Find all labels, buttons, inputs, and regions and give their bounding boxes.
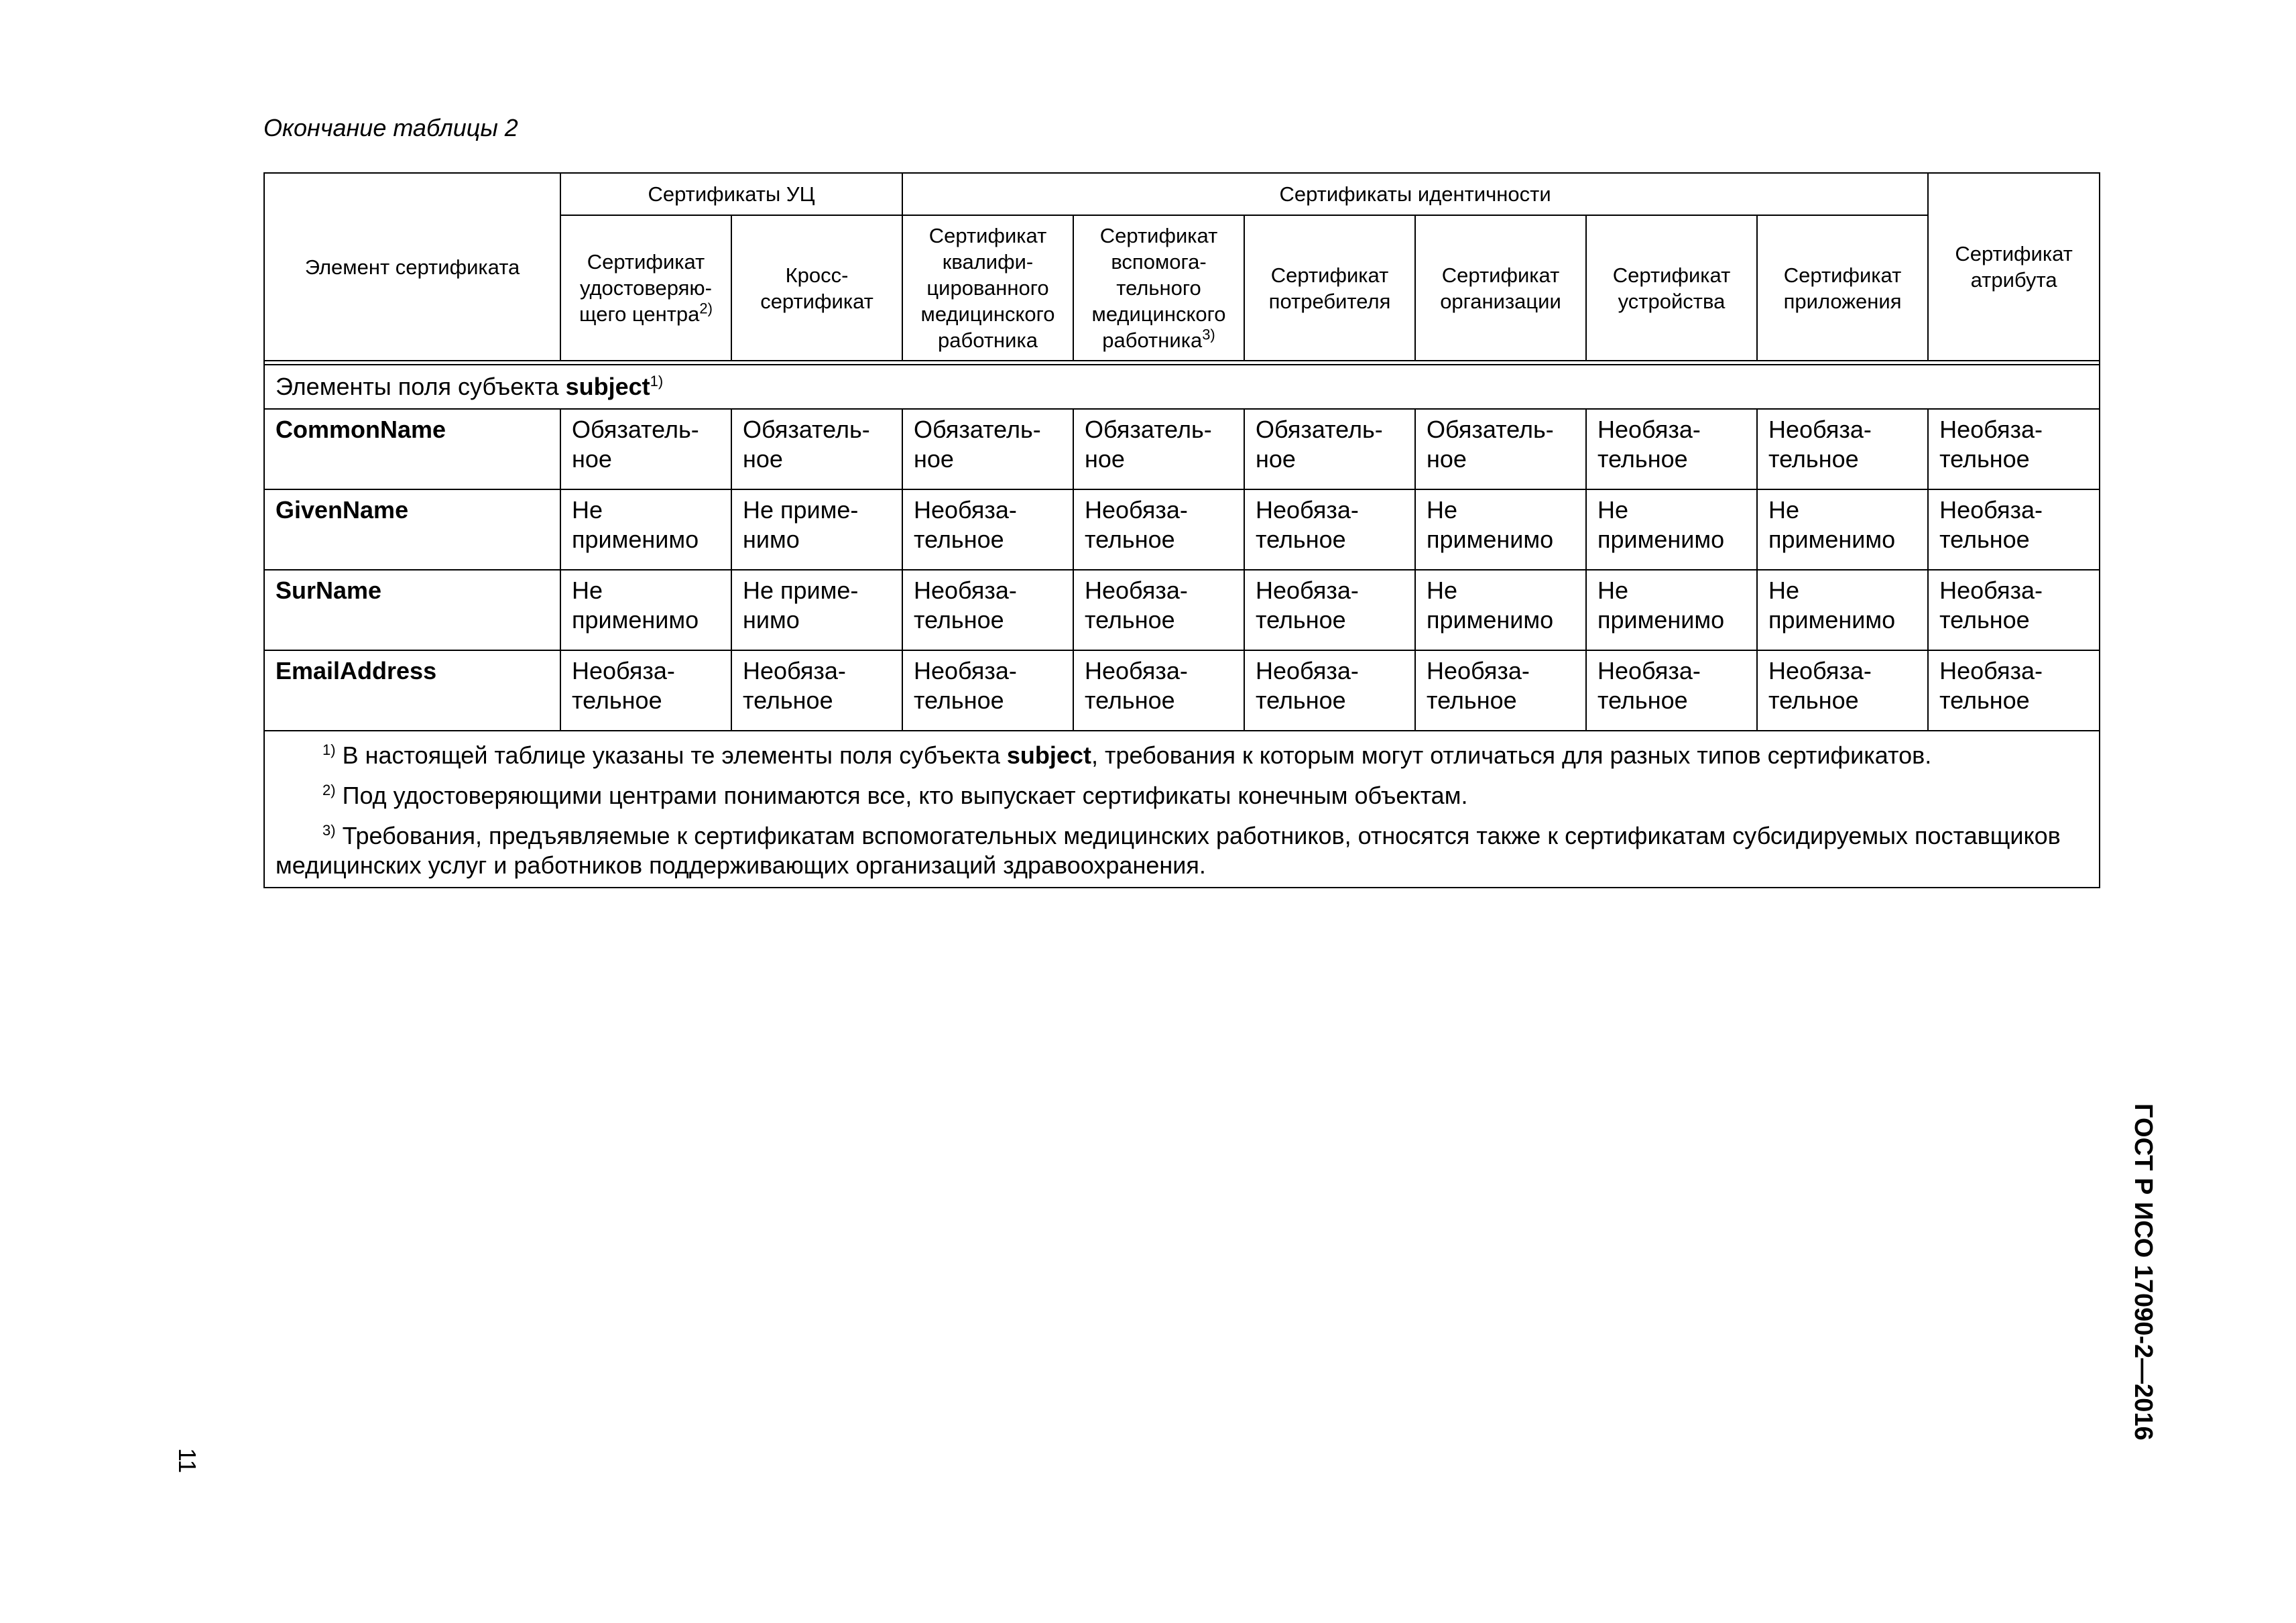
page-number: 11 bbox=[174, 1448, 201, 1474]
footnote-3-mark: 3) bbox=[322, 822, 336, 839]
table-cell: Необяза-тельное bbox=[560, 650, 731, 731]
standard-designation: ГОСТ Р ИСО 17090-2—2016 bbox=[2129, 1103, 2157, 1441]
table-cell: Необяза-тельное bbox=[1928, 650, 2100, 731]
header-col-2 bbox=[731, 215, 902, 361]
table-cell: Необяза-тельное bbox=[1586, 409, 1757, 489]
table-cell: Обязатель-ное bbox=[560, 409, 731, 489]
header-col-text: Сертификат приложения bbox=[1783, 263, 1902, 313]
table-cell: Необяза-тельное bbox=[1244, 570, 1415, 650]
header-col-4 bbox=[1073, 215, 1244, 361]
section-row bbox=[264, 365, 2100, 409]
header-element: Элемент сертификата bbox=[264, 173, 560, 361]
header-col-text: Сертификат вспомога-тельного медицинского работника bbox=[1091, 224, 1226, 352]
table-cell: Необяза-тельное bbox=[1586, 650, 1757, 731]
table-cell: Необяза-тельное bbox=[731, 650, 902, 731]
header-col-7 bbox=[1586, 215, 1757, 361]
header-group-ca: Сертификаты УЦ bbox=[560, 173, 902, 215]
table-cell: Необяза-тельное bbox=[902, 570, 1073, 650]
section-title bbox=[264, 365, 2100, 409]
table-cell: Необяза-тельное bbox=[1928, 570, 2100, 650]
table-cell: Не применимо bbox=[1757, 489, 1928, 570]
footnote-1-subject: subject bbox=[1006, 741, 1091, 769]
row-element-name: CommonName bbox=[264, 409, 560, 489]
table-cell: Не применимо bbox=[560, 570, 731, 650]
footnotes bbox=[264, 731, 2100, 888]
table-cell: Не применимо bbox=[1757, 570, 1928, 650]
table-cell: Необяза-тельное bbox=[1928, 409, 2100, 489]
table-cell: Необяза-тельное bbox=[1928, 489, 2100, 570]
table-cell: Обязатель-ное bbox=[731, 409, 902, 489]
table-cell: Не применимо bbox=[1415, 570, 1586, 650]
certificate-elements-table bbox=[263, 172, 2100, 888]
table-row bbox=[264, 570, 2100, 650]
header-col-text: Сертификат потребителя bbox=[1268, 263, 1391, 313]
footnote-1-text-end: , требования к которым могут отличаться для разных типов сертификатов. bbox=[1091, 741, 1932, 769]
header-col-3 bbox=[902, 215, 1073, 361]
footnote-2-mark: 2) bbox=[322, 782, 336, 798]
table-cell: Обязатель-ное bbox=[902, 409, 1073, 489]
table-cell: Обязатель-ное bbox=[1244, 409, 1415, 489]
table-cell: Необяза-тельное bbox=[1415, 650, 1586, 731]
header-col-text: Сертификат организации bbox=[1440, 263, 1561, 313]
table-cell: Необяза-тельное bbox=[1757, 409, 1928, 489]
section-sup: 1) bbox=[650, 373, 664, 389]
header-col-text: Кросс-сертификат bbox=[760, 263, 873, 313]
row-element-name: GivenName bbox=[264, 489, 560, 570]
header-col-sup: 3) bbox=[1202, 326, 1215, 343]
notes-row bbox=[264, 731, 2100, 888]
header-col-5 bbox=[1244, 215, 1415, 361]
header-col-6 bbox=[1415, 215, 1586, 361]
table-cell: Необяза-тельное bbox=[1073, 650, 1244, 731]
table-cell: Не приме-нимо bbox=[731, 570, 902, 650]
header-group-row bbox=[264, 173, 2100, 215]
table-row bbox=[264, 489, 2100, 570]
header-col-1 bbox=[560, 215, 731, 361]
table-cell: Необяза-тельное bbox=[1244, 650, 1415, 731]
table-cell: Необяза-тельное bbox=[1073, 570, 1244, 650]
table-cell: Необяза-тельное bbox=[902, 650, 1073, 731]
table-cell: Не применимо bbox=[1586, 570, 1757, 650]
table-cell: Не применимо bbox=[560, 489, 731, 570]
table-row bbox=[264, 409, 2100, 489]
row-element-name: EmailAddress bbox=[264, 650, 560, 731]
table-cell: Не применимо bbox=[1586, 489, 1757, 570]
table-cell: Не приме-нимо bbox=[731, 489, 902, 570]
header-group-identity: Сертификаты идентичности bbox=[902, 173, 1928, 215]
footnote-3 bbox=[276, 821, 2088, 880]
footnote-2-text: Под удостоверяющими центрами понимаются все, кто выпускает сертификаты конечным объектам. bbox=[335, 782, 1468, 809]
section-subject: subject bbox=[565, 373, 650, 400]
section-text: Элементы поля субъекта bbox=[276, 373, 566, 400]
row-element-name: SurName bbox=[264, 570, 560, 650]
footnote-1-text: В настоящей таблице указаны те элементы поля субъекта bbox=[335, 741, 1007, 769]
table-cell: Необяза-тельное bbox=[902, 489, 1073, 570]
header-attribute: Сертификат атрибута bbox=[1928, 173, 2100, 361]
header-col-text: Сертификат устройства bbox=[1612, 263, 1731, 313]
table-cell: Необяза-тельное bbox=[1757, 650, 1928, 731]
header-col-text: Сертификат удостоверяю-щего центра bbox=[579, 250, 712, 326]
table-cell: Не применимо bbox=[1415, 489, 1586, 570]
table-caption: Окончание таблицы 2 bbox=[263, 114, 518, 141]
header-col-text: Сертификат квалифи-цированного медицинского работника bbox=[920, 224, 1055, 352]
table-cell: Обязатель-ное bbox=[1415, 409, 1586, 489]
table-row bbox=[264, 650, 2100, 731]
table-cell: Обязатель-ное bbox=[1073, 409, 1244, 489]
footnote-1 bbox=[276, 741, 2088, 770]
footnote-1-mark: 1) bbox=[322, 741, 336, 758]
header-col-8 bbox=[1757, 215, 1928, 361]
footnote-3-text: Требования, предъявляемые к сертификатам вспомогательных медицинских работников, относятся также к сертификатам субсидируемых поставщиков медицинских услуг и работников поддерживающих организаций здравоохранения. bbox=[276, 822, 2061, 879]
footnote-2 bbox=[276, 781, 2088, 810]
table-cell: Необяза-тельное bbox=[1073, 489, 1244, 570]
header-col-sup: 2) bbox=[699, 300, 713, 317]
table-cell: Необяза-тельное bbox=[1244, 489, 1415, 570]
